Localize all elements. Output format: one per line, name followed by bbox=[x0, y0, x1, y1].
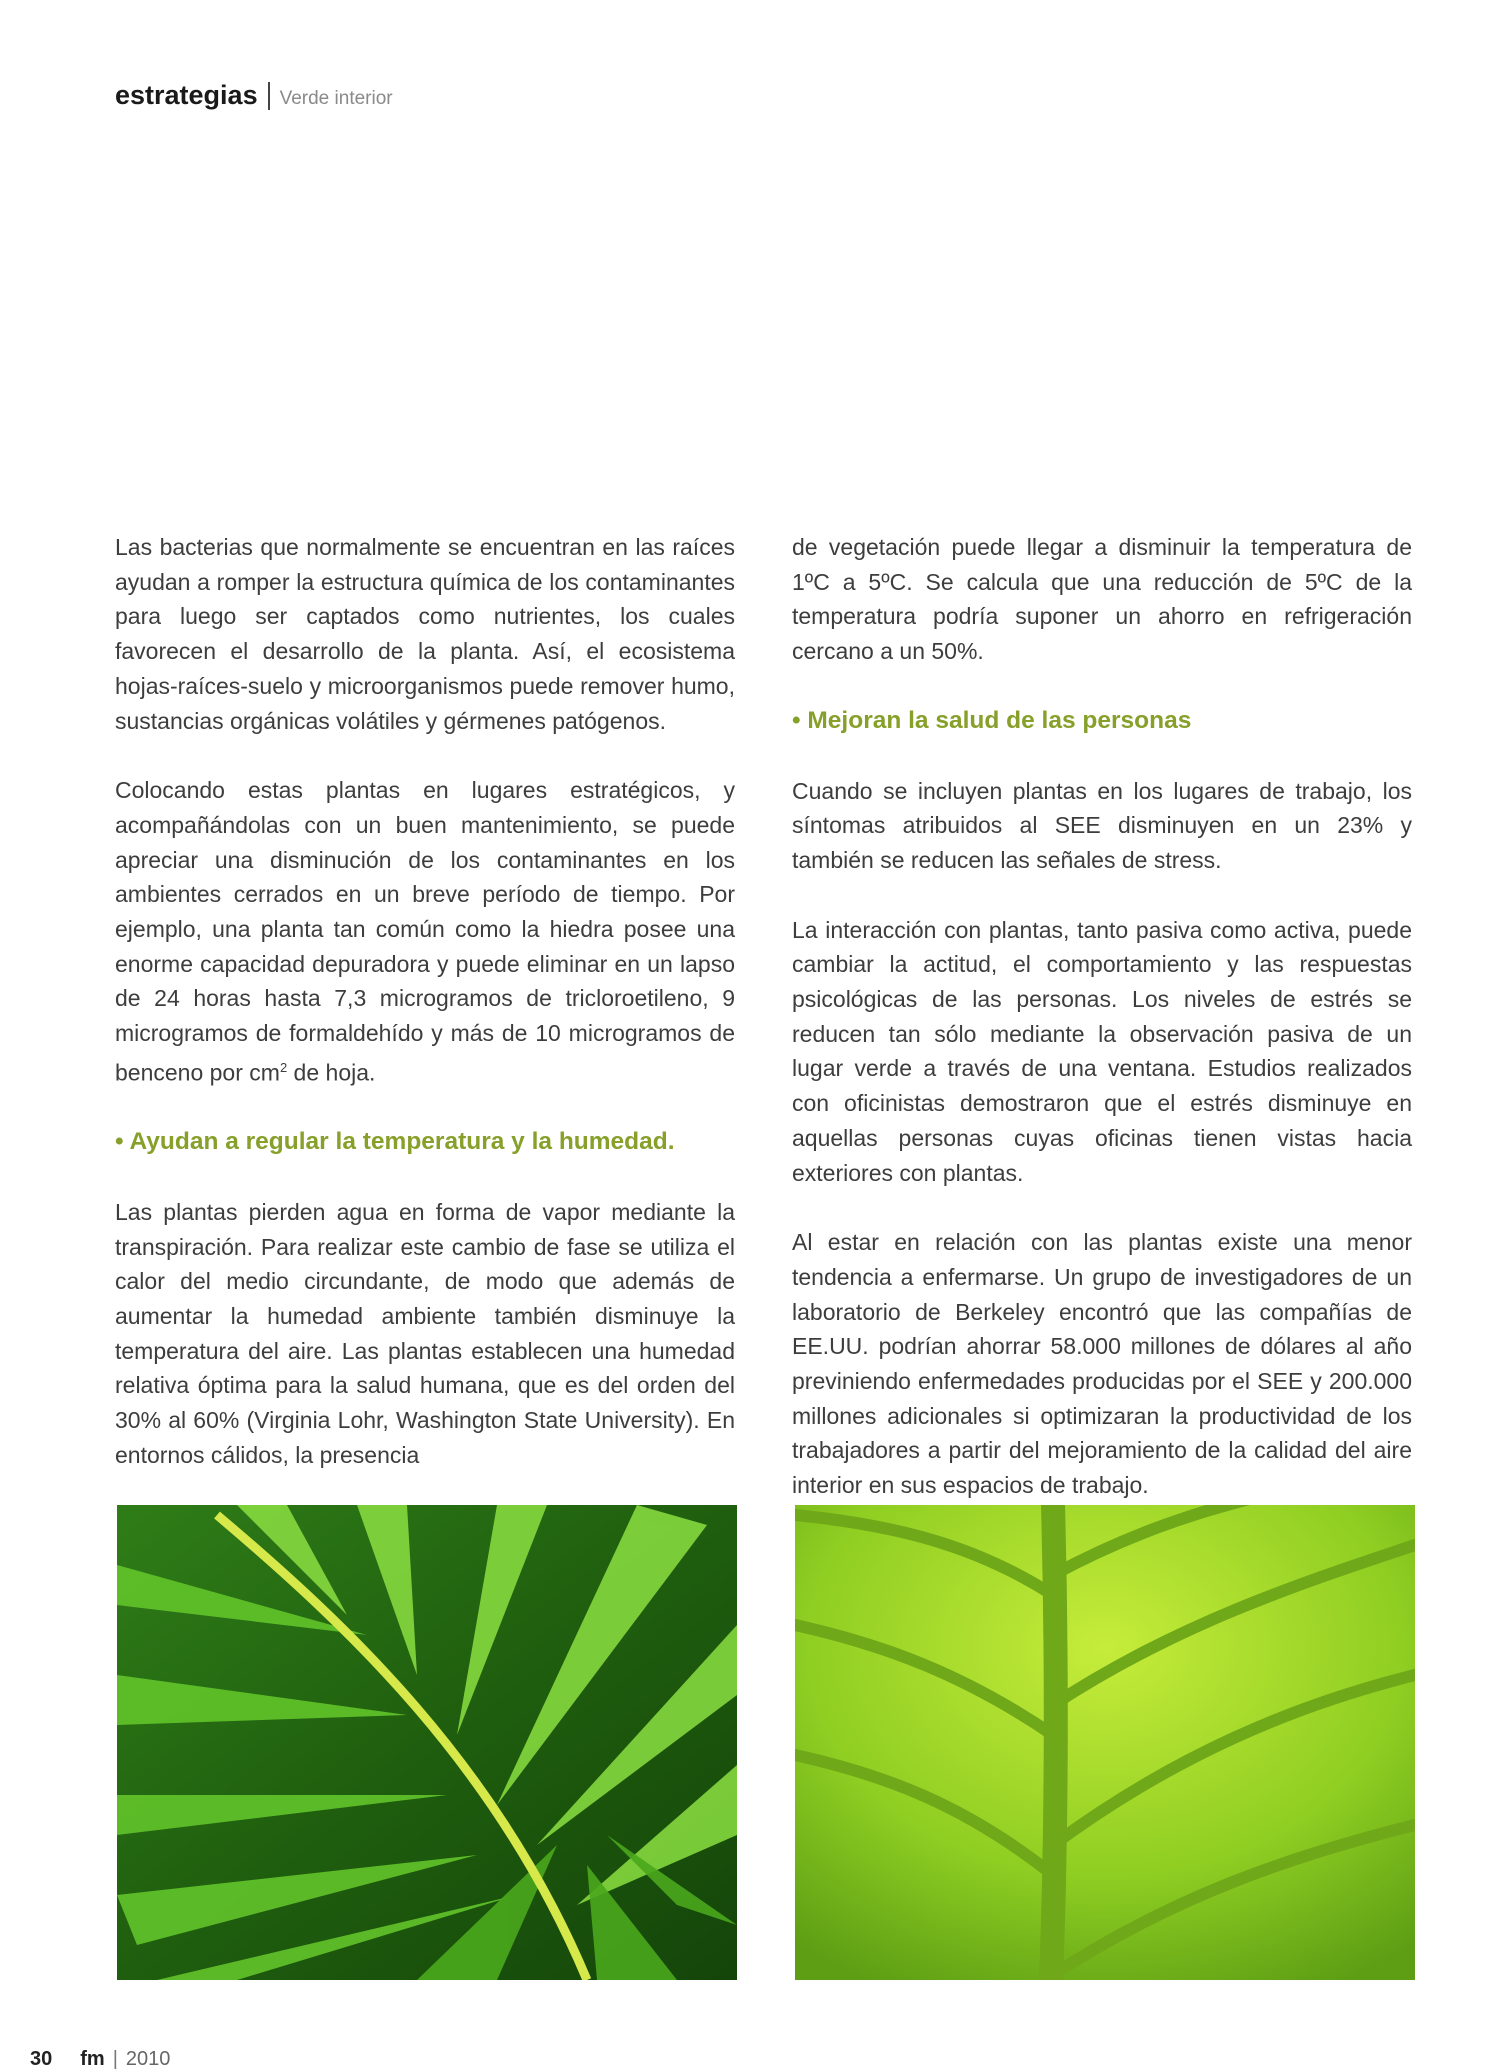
paragraph-interaction: La interacción con plantas, tanto pasiva como activa, puede cambiar la actitud, el comportamiento y las respuestas psicológicas de las personas. Los niveles de estrés se reducen tan sólo mediante la observación pasiva de un lugar verde a través de una ventana. Estudios realizados con oficinistas demostraron que el estrés disminuye en aquellas personas cuyas oficinas tienen vistas hacia exteriores con plantas. bbox=[792, 916, 1412, 1186]
page-footer bbox=[30, 2048, 170, 2071]
right-column bbox=[792, 530, 1412, 1538]
leaf-veins-photo bbox=[795, 1505, 1415, 1980]
magazine-name: fm bbox=[80, 2048, 105, 2070]
heading-temperature: • Ayudan a regular la temperatura y la humedad. bbox=[115, 1128, 675, 1156]
issue-year: 2010 bbox=[125, 2048, 171, 2070]
header-divider bbox=[268, 82, 270, 110]
page-number: 30 bbox=[30, 2048, 53, 2070]
paragraph-vegetation: de vegetación puede llegar a disminuir la temperatura de 1ºC a 5ºC. Se calcula que una reducción de 5ºC de la temperatura podría suponer un ahorro en refrigeración cercano a un 50%. bbox=[792, 534, 1412, 665]
section-label: estrategias bbox=[115, 80, 258, 110]
paragraph-placement-tail: de hoja. bbox=[287, 1059, 376, 1086]
palm-leaf-photo bbox=[117, 1505, 737, 1980]
superscript-two: 2 bbox=[279, 1059, 288, 1075]
paragraph-workplace: Cuando se incluyen plantas en los lugares de trabajo, los síntomas atribuidos al SEE disminuyen en un 23% y también se reducen las señales de stress. bbox=[792, 777, 1412, 873]
paragraph-transpiration: Las plantas pierden agua en forma de vapor mediante la transpiración. Para realizar este cambio de fase se utiliza el calor del medio circundante, de modo que además de aumentar la humedad ambiente también disminuye la temperatura del aire. Las plantas establecen una humedad relativa óptima para la salud humana, que es del orden del 30% al 60% (Virginia Lohr, Washington State University). En entornos cálidos, la presencia bbox=[115, 1198, 735, 1468]
heading-health: • Mejoran la salud de las personas bbox=[792, 706, 1192, 734]
paragraph-bacteria: Las bacterias que normalmente se encuentran en las raíces ayudan a romper la estructura química de los contaminantes para luego ser captados como nutrientes, los cuales favorecen el desarrollo de la planta. Así, el ecosistema hojas-raíces-suelo y microorganismos puede remover humo, sustancias orgánicas volátiles y gérmenes patógenos. bbox=[115, 534, 735, 734]
left-column bbox=[115, 530, 735, 1508]
subsection-label: Verde interior bbox=[279, 88, 393, 109]
footer-separator: | bbox=[112, 2048, 118, 2070]
paragraph-productivity: Al estar en relación con las plantas existe una menor tendencia a enfermarse. Un grupo de investigadores de un laboratorio de Berkeley encontró que las compañías de EE.UU. podrían ahorrar 58.000 millones de dólares al año previniendo enfermedades producidas por el SEE y 200.000 millones adicionales si optimizaran la productividad de los trabajadores a partir del mejoramiento de la calidad del aire interior en sus espacios de trabajo. bbox=[792, 1229, 1412, 1499]
paragraph-placement bbox=[115, 773, 735, 1090]
running-header bbox=[115, 80, 393, 111]
paragraph-placement-text: Colocando estas plantas en lugares estratégicos, y acompañándolas con un buen mantenimiento, se puede apreciar una disminución de los contaminantes en los ambientes cerrados en un breve período de tiempo. Por ejemplo, una planta tan común como la hiedra posee una enorme capacidad depuradora y puede eliminar en un lapso de 24 horas hasta 7,3 microgramos de tricloroetileno, 9 microgramos de formaldehído y más de 10 microgramos de benceno por cm bbox=[115, 777, 735, 1086]
